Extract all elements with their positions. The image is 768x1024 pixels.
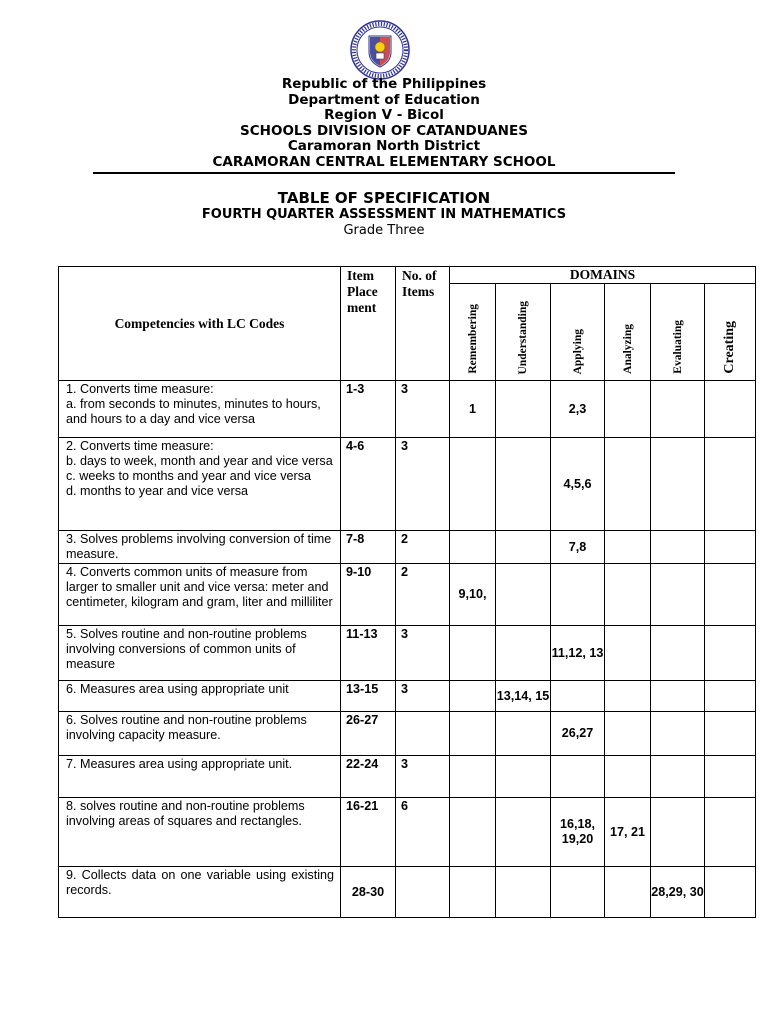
placement-cell: 16-21 (341, 798, 396, 867)
table-row (59, 381, 756, 438)
document-titles (0, 189, 768, 239)
applying-cell: 7,8 (551, 531, 605, 564)
applying-cell: 16,18, 19,20 (551, 798, 605, 867)
items-cell: 3 (396, 756, 450, 798)
evaluating-cell (651, 381, 705, 438)
analyzing-cell (605, 381, 651, 438)
applying-cell: 4,5,6 (551, 438, 605, 531)
items-cell (396, 712, 450, 756)
applying-cell: 2,3 (551, 381, 605, 438)
competency-cell: 6. Solves routine and non-routine problems involving capacity measure. (59, 712, 341, 756)
placement-cell: 28-30 (341, 867, 396, 918)
table-row (59, 681, 756, 712)
understanding-cell (496, 381, 551, 438)
table-row (59, 756, 756, 798)
items-cell: 2 (396, 564, 450, 626)
items-cell: 3 (396, 681, 450, 712)
header-line-district: Caramoran North District (287, 138, 481, 154)
remembering-cell: 1 (450, 381, 496, 438)
understanding-cell (496, 564, 551, 626)
creating-cell (705, 531, 756, 564)
document-subtitle: FOURTH QUARTER ASSESSMENT IN MATHEMATICS (201, 207, 567, 222)
competency-cell: 3. Solves problems involving conversion of time measure. (59, 531, 341, 564)
placement-cell: 9-10 (341, 564, 396, 626)
evaluating-cell (651, 438, 705, 531)
placement-cell: 7-8 (341, 531, 396, 564)
applying-cell (551, 681, 605, 712)
remembering-cell (450, 531, 496, 564)
competency-cell: 7. Measures area using appropriate unit. (59, 756, 341, 798)
creating-cell (705, 798, 756, 867)
header-divider (93, 172, 675, 174)
analyzing-cell (605, 756, 651, 798)
placement-cell: 11-13 (341, 626, 396, 681)
competency-cell: 6. Measures area using appropriate unit (59, 681, 341, 712)
domain-creating-header: Creating (705, 284, 756, 381)
specification-table (58, 266, 756, 918)
applying-cell (551, 867, 605, 918)
understanding-cell (496, 756, 551, 798)
understanding-cell (496, 626, 551, 681)
creating-cell (705, 438, 756, 531)
applying-cell (551, 564, 605, 626)
header-line-department: Department of Education (288, 91, 480, 108)
items-cell: 3 (396, 381, 450, 438)
understanding-cell (496, 798, 551, 867)
applying-cell: 11,12, 13 (551, 626, 605, 681)
creating-cell (705, 381, 756, 438)
remembering-cell (450, 438, 496, 531)
analyzing-cell (605, 438, 651, 531)
competency-cell: 8. solves routine and non-routine problems involving areas of squares and rectangles. (59, 798, 341, 867)
header-line-division: SCHOOLS DIVISION OF CATANDUANES (240, 122, 528, 139)
evaluating-cell: 28,29, 30 (651, 867, 705, 918)
items-cell: 3 (396, 626, 450, 681)
analyzing-cell (605, 712, 651, 756)
remembering-cell (450, 756, 496, 798)
placement-cell: 22-24 (341, 756, 396, 798)
evaluating-cell (651, 712, 705, 756)
analyzing-cell (605, 564, 651, 626)
header-line-region: Region V - Bicol (324, 107, 444, 123)
deped-seal-icon (349, 20, 411, 80)
table-row (59, 531, 756, 564)
evaluating-cell (651, 626, 705, 681)
placement-cell: 26-27 (341, 712, 396, 756)
competency-cell: 4. Converts common units of measure from larger to smaller unit and vice versa: meter and centimeter, kilogram and gram, liter and milliliter (59, 564, 341, 626)
understanding-cell (496, 867, 551, 918)
applying-cell: 26,27 (551, 712, 605, 756)
remembering-cell (450, 798, 496, 867)
remembering-cell (450, 681, 496, 712)
creating-cell (705, 681, 756, 712)
table-row (59, 712, 756, 756)
understanding-cell (496, 531, 551, 564)
table-row (59, 798, 756, 867)
evaluating-cell (651, 564, 705, 626)
remembering-cell: 9,10, (450, 564, 496, 626)
competency-cell: 2. Converts time measure: b. days to week, month and year and vice versa c. weeks to months and year and vice versa d. months to year and vice versa (59, 438, 341, 531)
creating-cell (705, 626, 756, 681)
understanding-cell (496, 712, 551, 756)
placement-cell: 1-3 (341, 381, 396, 438)
grade-level: Grade Three (343, 223, 425, 238)
competency-cell: 9. Collects data on one variable using existing records. (59, 867, 341, 918)
domain-understanding-header: Understanding (496, 284, 551, 381)
domain-remembering-header: Remembering (450, 284, 496, 381)
competency-cell: 5. Solves routine and non-routine problems involving conversions of common units of measure (59, 626, 341, 681)
competency-cell: 1. Converts time measure: a. from seconds to minutes, minutes to hours, and hours to a day and vice versa (59, 381, 341, 438)
items-cell: 2 (396, 531, 450, 564)
placement-cell: 13-15 (341, 681, 396, 712)
analyzing-cell (605, 531, 651, 564)
domain-analyzing-header: Analyzing (605, 284, 651, 381)
analyzing-cell (605, 626, 651, 681)
competencies-header: Competencies with LC Codes (59, 267, 341, 381)
evaluating-cell (651, 531, 705, 564)
understanding-cell: 13,14, 15 (496, 681, 551, 712)
analyzing-cell (605, 867, 651, 918)
creating-cell (705, 712, 756, 756)
evaluating-cell (651, 681, 705, 712)
domain-evaluating-header: Evaluating (651, 284, 705, 381)
evaluating-cell (651, 756, 705, 798)
remembering-cell (450, 626, 496, 681)
items-cell: 3 (396, 438, 450, 531)
table-row (59, 438, 756, 531)
creating-cell (705, 867, 756, 918)
understanding-cell (496, 438, 551, 531)
evaluating-cell (651, 798, 705, 867)
domain-applying-header: Applying (551, 284, 605, 381)
header-line-republic: Republic of the Philippines (281, 76, 487, 92)
no-of-items-header: No. of Items (396, 267, 450, 381)
applying-cell (551, 756, 605, 798)
creating-cell (705, 756, 756, 798)
items-cell (396, 867, 450, 918)
placement-cell: 4-6 (341, 438, 396, 531)
domains-header: DOMAINS (450, 267, 756, 284)
items-cell: 6 (396, 798, 450, 867)
table-row (59, 626, 756, 681)
header-line-school: CARAMORAN CENTRAL ELEMENTARY SCHOOL (212, 153, 556, 170)
table-row (59, 564, 756, 626)
analyzing-cell: 17, 21 (605, 798, 651, 867)
letterhead (0, 77, 768, 170)
remembering-cell (450, 867, 496, 918)
creating-cell (705, 564, 756, 626)
document-title: TABLE OF SPECIFICATION (277, 189, 491, 207)
analyzing-cell (605, 681, 651, 712)
table-row (59, 867, 756, 918)
item-placement-header: Item Place ment (341, 267, 396, 381)
remembering-cell (450, 712, 496, 756)
